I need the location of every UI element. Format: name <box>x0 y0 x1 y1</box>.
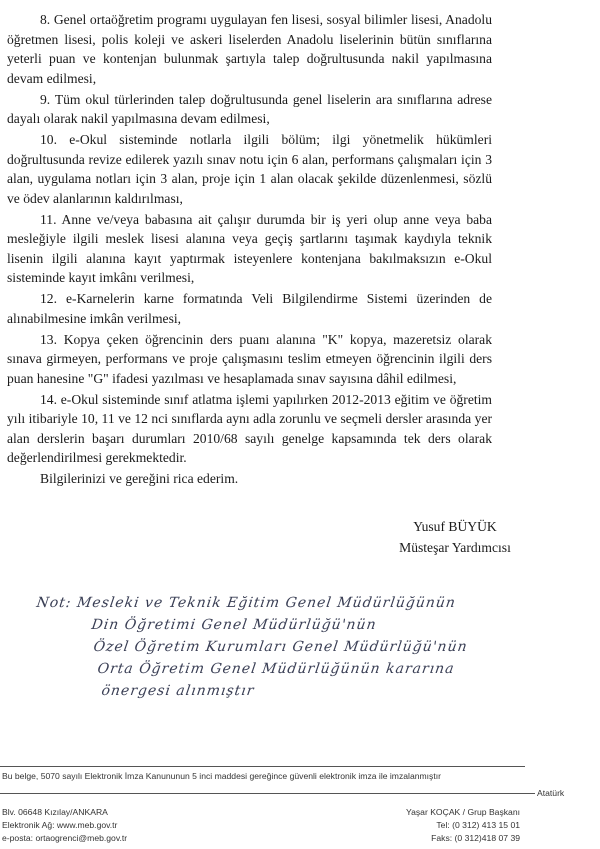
paragraph-9: 9. Tüm okul türlerinden talep doğrultusunda genel liselerin ara sınıflarına adrese dayalı olarak nakil yapılmasına devam edilmesi, <box>7 91 492 126</box>
handwritten-note-line: Özel Öğretim Kurumları Genel Müdürlüğü'nün <box>92 639 469 655</box>
contact-left <box>2 806 127 845</box>
phone: Tel: (0 312) 413 15 01 <box>436 820 520 830</box>
letter-body <box>7 10 492 490</box>
paragraph-8: 8. Genel ortaöğretim programı uygulayan fen lisesi, sosyal bilimler lisesi, Anadolu öğretmen lisesi, polis koleji ve askeri liselerden Anadolu liselerinin bütün sınıflarına yeterli puan ve kontenjan bulunmak şartıyla talep doğrultusunda nakil yapılmasına devam edilmesi, <box>7 12 492 86</box>
handwritten-note-line: Orta Öğretim Genel Müdürlüğünün kararına <box>96 661 456 677</box>
footer <box>0 746 600 849</box>
handwritten-note-line: önergesi alınmıştır <box>100 683 256 699</box>
paragraph-10: 10. e-Okul sisteminde notlarla ilgili bölüm; ilgi yönetmelik hükümleri doğrultusunda revize edilerek yazılı sınav notu için 6 alan, performans çalışmaları için 3 alan, uygulama notları için 3 alan, proje için 1 alan olacak şekilde düzenlenmesi, sözlü ve ödev alanlarının kaldırılması, <box>7 132 492 206</box>
closing-line: Bilgilerinizi ve gereğini rica ederim. <box>40 471 239 486</box>
email: e-posta: ortaogrenci@meb.gov.tr <box>2 833 128 843</box>
e-signature-notice: Bu belge, 5070 sayılı Elektronik İmza Kanununun 5 inci maddesi gereğince güvenli elektronik imza ile imzalanmıştır <box>2 771 441 781</box>
paragraph-13: 13. Kopya çeken öğrencinin ders puanı alanına "K" kopya, mazeretsiz olarak sınava girmeyen, performans ve proje çalışmasını teslim etmeyen öğrencinin ilgili ders puan hanesine "G" ifadesi yazılması ve hesaplamada sınav sayısına dâhil edilmesi, <box>7 331 492 386</box>
footer-divider <box>0 793 535 794</box>
address: Blv. 06648 Kızılay/ANKARA <box>2 807 108 817</box>
fax: Faks: (0 312)418 07 39 <box>431 833 520 843</box>
contact-right <box>406 806 520 845</box>
paragraph-12: 12. e-Karnelerin karne formatında Veli Bilgilendirme Sistemi üzerinden de alınabilmesine imkân verilmesi, <box>7 291 492 326</box>
contact-person: Yaşar KOÇAK / Grup Başkanı <box>406 807 520 817</box>
footer-divider-row <box>0 787 600 800</box>
contact-info <box>0 800 520 845</box>
paragraph-14: 14. e-Okul sisteminde sınıf atlatma işlemi yapılırken 2012-2013 eğitim ve öğretim yılı itibariyle 10, 11 ve 12 nci sınıflarda aynı adla zorunlu ve seçmeli dersler arasında yer alan derslerin başarı durumları 2010/68 sayılı genelge kapsamında tek ders olarak değerlendirilmesi gerekmektedir. <box>7 391 492 465</box>
website: Elektronik Ağ: www.meb.gov.tr <box>2 820 118 830</box>
paragraph-11: 11. Anne ve/veya babasına ait çalışır durumda bir iş yeri olup anne veya baba mesleğiyle ilgili meslek lisesi alanına veya geçiş şartlarını taşımak kaydıyla teknik lisenin ilgili alanına kayıt yaptırmak isteyenlere kontenjana bakılmaksızın e-Okul sisteminde kayıt imkânı verilmesi, <box>7 211 492 285</box>
signatory-title: Müsteşar Yardımcısı <box>399 540 511 555</box>
handwritten-note <box>35 592 590 702</box>
signatory-name: Yusuf BÜYÜK <box>413 519 497 534</box>
street-name: Atatürk <box>537 788 565 798</box>
handwritten-note-line: Not: Mesleki ve Teknik Eğitim Genel Müdürlüğünün <box>35 595 457 611</box>
signature-block <box>380 516 530 558</box>
handwritten-note-line: Din Öğretimi Genel Müdürlüğü'nün <box>90 617 378 633</box>
